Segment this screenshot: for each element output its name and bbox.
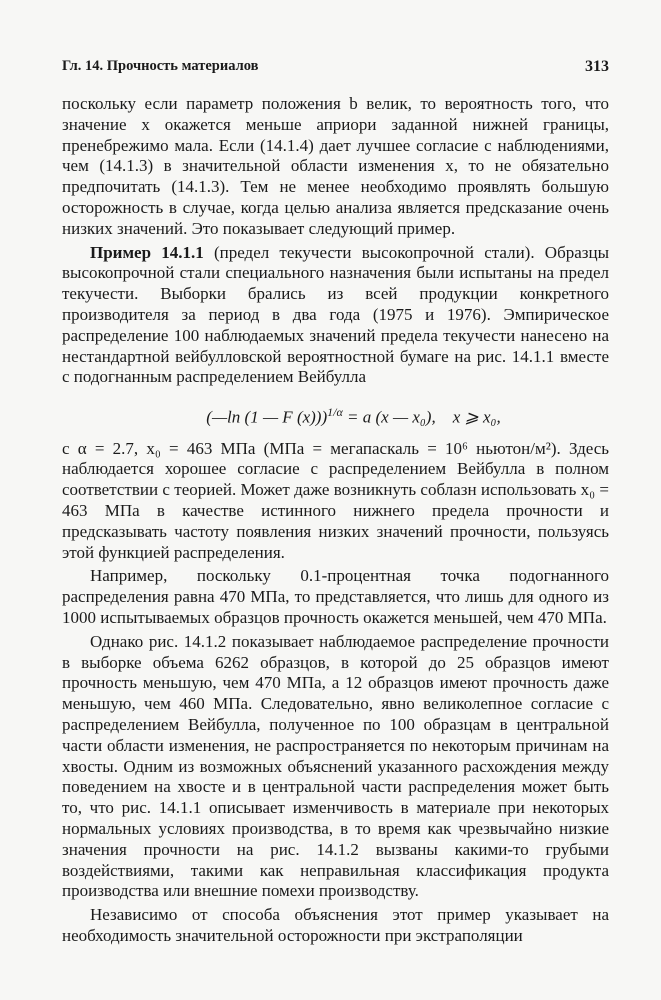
weibull-formula	[98, 402, 609, 428]
formula-condition: x ⩾ x₀,	[452, 407, 501, 427]
formula-lhs: (—ln (1 — F (x)))	[206, 407, 328, 427]
formula-rhs: = a (x — x₀),	[347, 407, 436, 427]
paragraph-3: Например, поскольку 0.1-процентная точка подогнанного распределения равна 470 МПа, то представляется, что лишь для одного из 1000 испытываемых образцов прочность окажется меньшей, чем 470 МПа.	[62, 566, 609, 627]
example-text: (предел текучести высокопрочной стали). Образцы высокопрочной стали специального назначения были испытаны на предел текучести. Выборки брались из всей продукции конкретного производителя за период в два года (1975 и 1976). Эмпирическое распределение 100 наблюдаемых значений предела текучести нанесено на нестандартной вейбулловской вероятностной бумаге на рис. 14.1.1 вместе с подогнанным распределением Вейбулла	[62, 242, 609, 387]
formula-exponent: 1/α	[327, 405, 343, 420]
example-label: Пример 14.1.1	[90, 242, 204, 262]
chapter-title: Гл. 14. Прочность материалов	[62, 58, 259, 74]
body-text	[62, 94, 609, 950]
page-number: 313	[585, 58, 609, 75]
paragraph-1: поскольку если параметр положения b велик, то вероятность того, что значение x окажется меньше априори заданной нижней границы, пренебрежимо мала. Если (14.1.4) дает лучшее согласие с наблюдениями, чем (14.1.3) в значительной области изменения x, то не обязательно предпочитать (14.1.3). Тем не менее необходимо проявлять большую осторожность в случае, когда целью анализа является предсказание очень низких значений. Это показывает следующий пример.	[62, 94, 609, 238]
paragraph-4: Однако рис. 14.1.2 показывает наблюдаемое распределение прочности в выборке объема 6262 образцов, в которой до 25 образцов имеют прочность меньшую, чем 470 МПа, а 12 образцов имеют прочность даже меньшую, чем 460 МПа. Следовательно, явно великолепное согласие с распределением Вейбулла, полученное по 100 образцам в центральной части области изменения, не распространяется по некоторым причинам на хвосты. Одним из возможных объяснений указанного расхождения между поведением на хвосте и в центральной части распределения может быть то, что рис. 14.1.1 описывает изменчивость в материале при некоторых нормальных условиях производства, в то время как чрезвычайно низкие значения прочности на рис. 14.1.2 вызваны какими-то грубыми воздействиями, такими как неправильная классификация продукта производства или внешние помехи производству.	[62, 631, 609, 901]
paragraph-2: с α = 2.7, x₀ = 463 МПа (МПа = мегапаскаль = 10⁶ ньютон/м²). Здесь наблюдается хорошее согласие с распределением Вейбулла в полном соответствии с теорией. Может даже возникнуть соблазн использовать x₀ = 463 МПа в качестве истинного нижнего предела прочности и предсказывать частоту появления низких значений прочности, пользуясь этой функцией распределения.	[62, 438, 609, 562]
paragraph-5: Независимо от способа объяснения этот пример указывает на необходимость значительной осторожности при экстраполяции	[62, 905, 609, 945]
example-paragraph	[62, 243, 609, 389]
running-header	[62, 58, 609, 80]
